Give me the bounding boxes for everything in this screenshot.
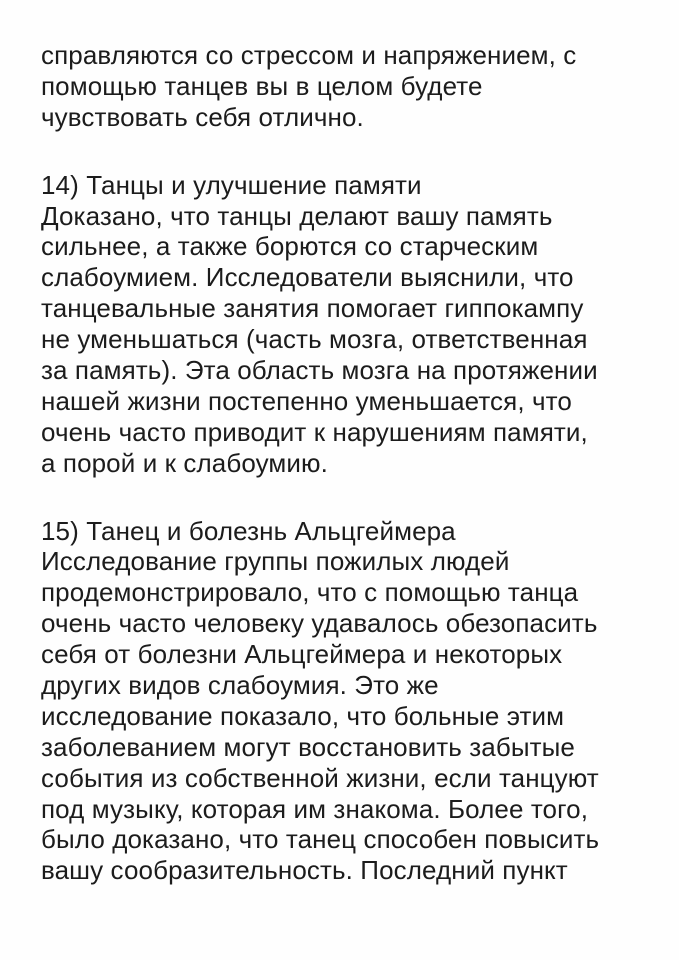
text-line: помощью танцев вы в целом будете — [41, 70, 483, 101]
section-15-heading: 15) Танец и болезнь Альцгеймера — [41, 515, 456, 546]
intro-paragraph — [41, 40, 661, 133]
text-line: события из собственной жизни, если танцуют — [41, 762, 599, 793]
section-15 — [41, 516, 661, 887]
text-line: нашей жизни постепенно уменьшается, что — [41, 385, 572, 416]
text-line: а порой и к слабоумию. — [41, 447, 328, 478]
text-line: вашу сообразительность. Последний пункт — [41, 855, 568, 886]
text-line: было доказано, что танец способен повысить — [41, 824, 600, 855]
text-line: продемонстрировало, что с помощью танца — [41, 577, 579, 608]
text-line: других видов слабоумия. Это же — [41, 670, 439, 701]
section-14-heading: 14) Танцы и улучшение памяти — [41, 169, 422, 200]
text-line: чувствовать себя отлично. — [41, 101, 364, 132]
text-line: заболеванием могут восстановить забытые — [41, 731, 575, 762]
text-line: под музыку, которая им знакома. Более того, — [41, 793, 589, 824]
text-line: очень часто человеку удавалось обезопасить — [41, 608, 598, 639]
text-line: исследование показало, что больные этим — [41, 700, 565, 731]
text-line: Доказано, что танцы делают вашу память — [41, 200, 553, 231]
text-line: справляются со стрессом и напряжением, с — [41, 40, 577, 70]
section-14 — [41, 170, 661, 479]
paragraph-gap — [41, 479, 661, 516]
text-line: слабоумием. Исследователи выяснили, что — [41, 262, 574, 293]
text-line: Исследование группы пожилых людей — [41, 546, 510, 577]
text-line: танцевальные занятия помогает гиппокампу — [41, 293, 584, 324]
text-line: себя от болезни Альцгеймера и некоторых — [41, 639, 563, 670]
paragraph-gap — [41, 133, 661, 170]
text-line: за память). Эта область мозга на протяжении — [41, 355, 598, 386]
text-line: очень часто приводит к нарушениям памяти, — [41, 416, 588, 447]
text-line: не уменьшаться (часть мозга, ответственная — [41, 324, 588, 355]
text-line: сильнее, а также борются со старческим — [41, 231, 539, 262]
body-text — [41, 40, 661, 886]
